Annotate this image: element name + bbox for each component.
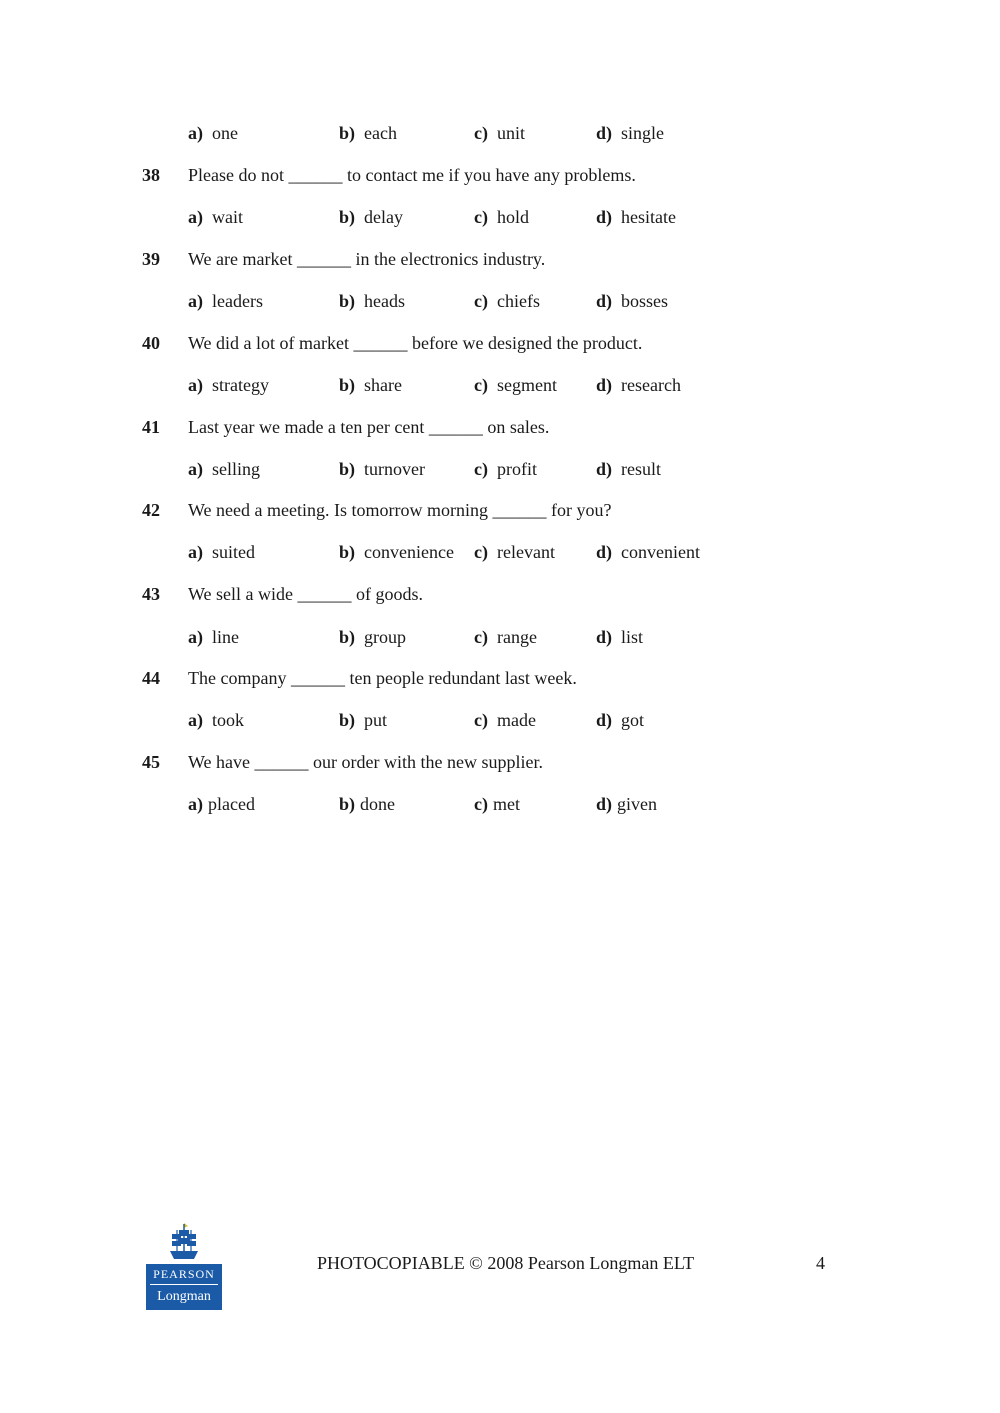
option-d: d) bosses: [596, 291, 669, 311]
option-b: b) each: [339, 123, 397, 143]
question-number: 42: [142, 500, 160, 520]
option-a: a) wait: [188, 207, 243, 227]
option-c: c) profit: [474, 459, 537, 479]
option-b: b) heads: [339, 291, 405, 311]
option-b: b) turnover: [339, 459, 425, 479]
logo-divider: [150, 1284, 218, 1285]
option-a: a) placed: [188, 794, 255, 814]
page-number: 4: [816, 1253, 825, 1273]
option-b: b) convenience: [339, 542, 454, 562]
option-d: d) got: [596, 710, 645, 730]
option-b: b) put: [339, 710, 388, 730]
question-text: Please do not ______ to contact me if you have any problems.: [188, 165, 636, 185]
pearson-longman-logo: [146, 1222, 222, 1310]
option-a: a) selling: [188, 459, 260, 479]
option-c: c) unit: [474, 123, 525, 143]
question-text: We did a lot of market ______ before we designed the product.: [188, 333, 643, 353]
option-d: d) hesitate: [596, 207, 676, 227]
option-d: d) research: [596, 375, 681, 395]
option-b: b) delay: [339, 207, 403, 227]
option-a: a) suited: [188, 542, 255, 562]
option-b: b) share: [339, 375, 402, 395]
option-c: c) met: [474, 794, 520, 814]
option-a: a) one: [188, 123, 238, 143]
option-a: a) leaders: [188, 291, 263, 311]
copyright-footer: PHOTOCOPIABLE © 2008 Pearson Longman ELT: [317, 1253, 695, 1273]
question-number: 45: [142, 752, 160, 772]
option-c: c) made: [474, 710, 536, 730]
logo-pearson-text: PEARSON: [153, 1267, 215, 1281]
question-number: 39: [142, 249, 160, 269]
question-text: We have ______ our order with the new supplier.: [188, 752, 543, 772]
logo-box: [146, 1264, 222, 1310]
question-text: We need a meeting. Is tomorrow morning ______ for you?: [188, 500, 612, 520]
option-a: a) strategy: [188, 375, 269, 395]
question-text: We sell a wide ______ of goods.: [188, 584, 424, 604]
question-number: 43: [142, 584, 160, 604]
option-c: c) chiefs: [474, 291, 540, 311]
option-c: c) hold: [474, 207, 529, 227]
option-c: c) range: [474, 627, 537, 647]
question-number: 41: [142, 417, 160, 437]
option-a: a) line: [188, 627, 239, 647]
question-text: Last year we made a ten per cent ______ on sales.: [188, 417, 550, 437]
option-d: d) single: [596, 123, 665, 143]
option-b: b) done: [339, 794, 396, 814]
question-text: We are market ______ in the electronics industry.: [188, 249, 546, 269]
question-number: 38: [142, 165, 160, 185]
option-d: d) convenient: [596, 542, 700, 562]
question-number: 44: [142, 668, 160, 688]
option-c: c) relevant: [474, 542, 555, 562]
option-b: b) group: [339, 627, 407, 647]
question-number: 40: [142, 333, 160, 353]
option-a: a) took: [188, 710, 245, 730]
logo-longman-text: Longman: [157, 1289, 211, 1304]
option-c: c) segment: [474, 375, 557, 395]
question-text: The company ______ ten people redundant last week.: [188, 668, 577, 688]
option-d: d) result: [596, 459, 662, 479]
ship-icon: [168, 1222, 200, 1262]
option-d: d) list: [596, 627, 644, 647]
option-d: d) given: [596, 794, 658, 814]
